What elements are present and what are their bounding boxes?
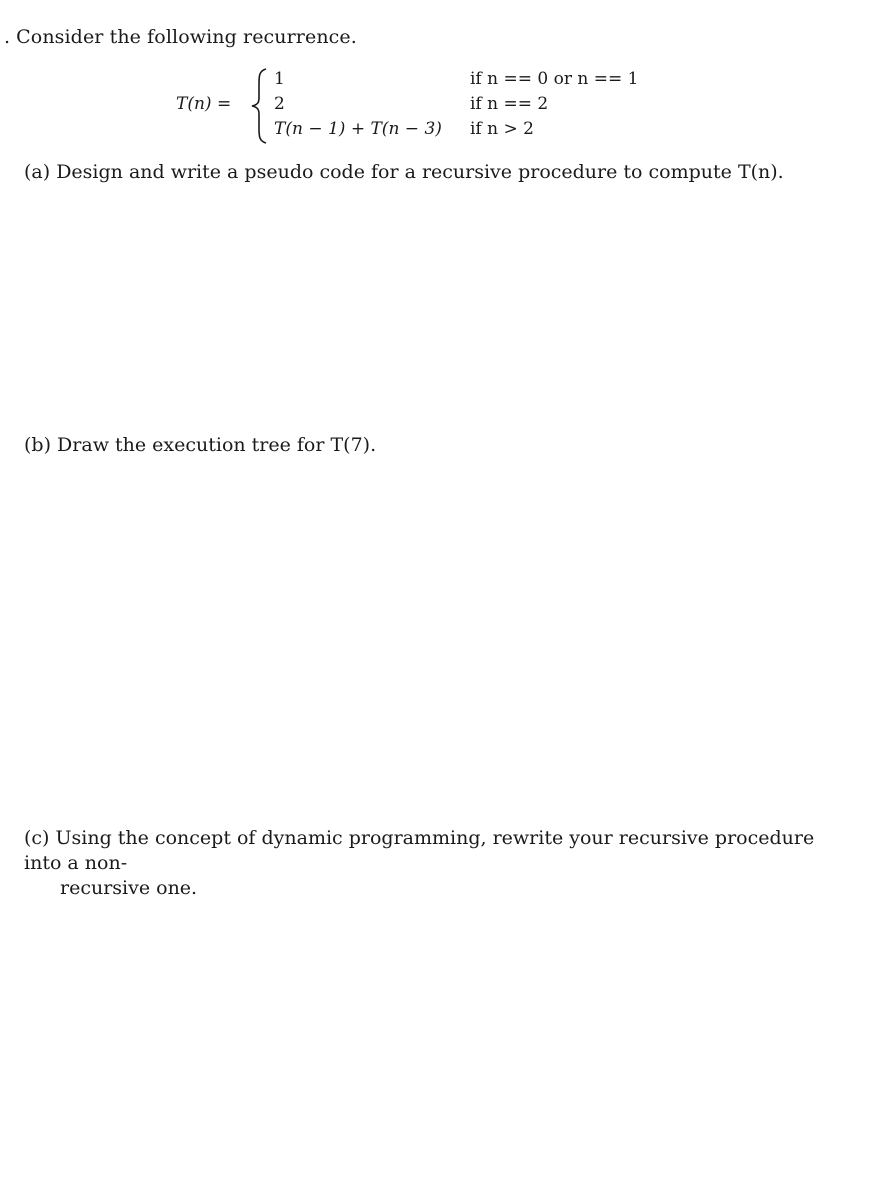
problem-intro: [4, 26, 357, 48]
case-cond-2: if n == 2: [470, 94, 549, 114]
part-b-label: (b): [24, 434, 51, 456]
part-a-text: Design and write a pseudo code for a recursive procedure to compute T(n).: [56, 161, 784, 183]
case-expr-3: T(n − 1) + T(n − 3): [274, 119, 442, 139]
part-b-text: Draw the execution tree for T(7).: [57, 434, 377, 456]
case-cond-1: if n == 0 or n == 1: [470, 69, 639, 89]
case-expr-2: 2: [274, 94, 285, 114]
part-a: [24, 161, 784, 183]
part-b: [24, 434, 376, 456]
recurrence-lhs: T(n) =: [176, 94, 232, 114]
part-a-label: (a): [24, 161, 51, 183]
left-brace-icon: [250, 68, 270, 144]
part-c-text-line2: recursive one.: [60, 877, 198, 899]
part-c-text-line1: Using the concept of dynamic programming, rewrite your recursive procedure into a non-: [24, 827, 815, 874]
problem-intro-text: Consider the following recurrence.: [16, 26, 357, 48]
part-c: [24, 826, 844, 901]
case-cond-3: if n > 2: [470, 119, 534, 139]
recurrence-equation: [176, 68, 696, 144]
case-expr-1: 1: [274, 69, 285, 89]
problem-number-marker: .: [4, 26, 11, 48]
part-c-label: (c): [24, 827, 50, 849]
